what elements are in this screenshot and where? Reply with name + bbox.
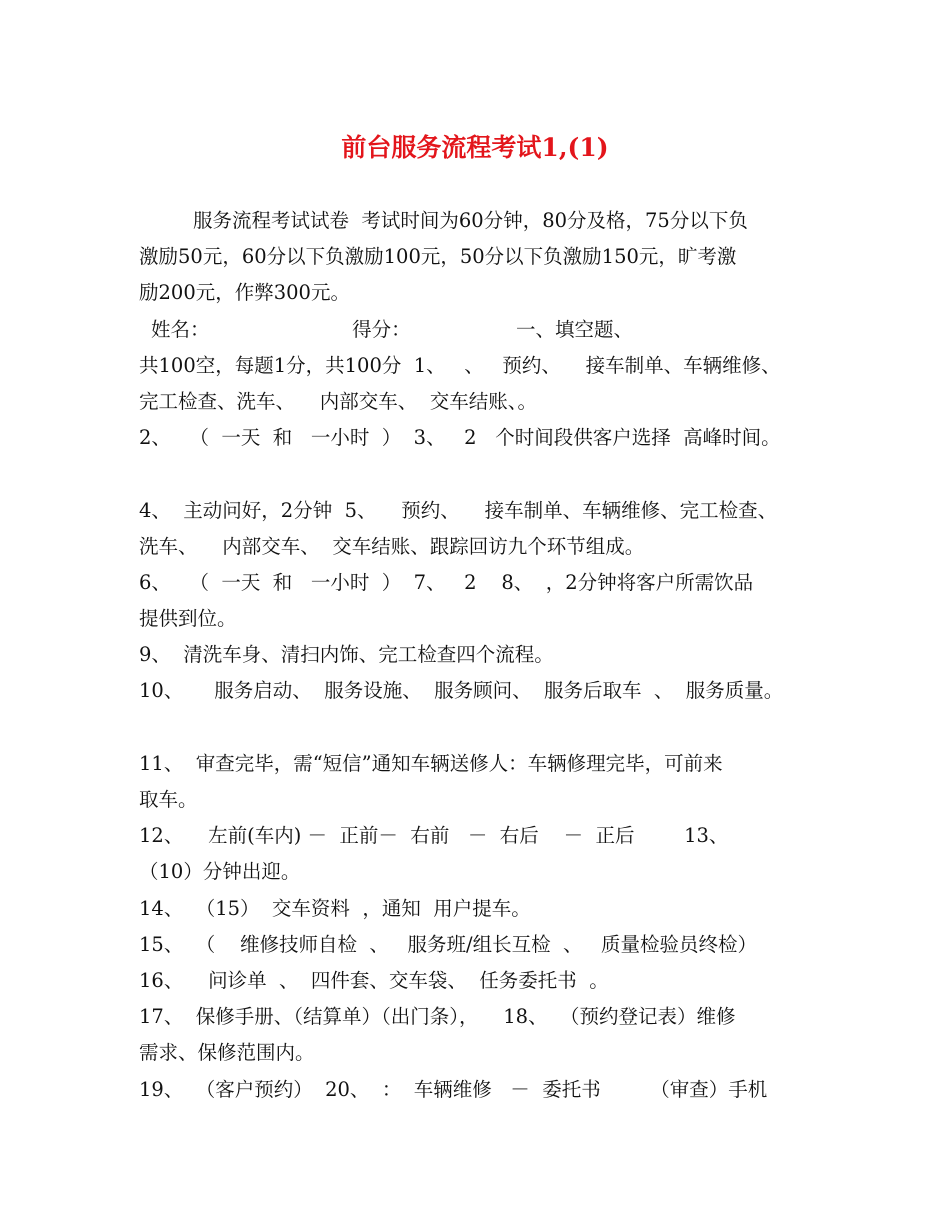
text-line: 10、 服务启动、 服务设施、 服务顾问、 服务后取车 、 服务质量。 [139,679,784,703]
text-line: 12、 左前(车内) － 正前－ 右前 － 右后 － 正后 13、 [139,824,729,848]
text-line: 取车。 [139,788,198,811]
text-line: 共100空，每题1分，共100分 1、 、 预约、 接车制单、车辆维修、 [139,353,781,377]
text-line: 洗车、 内部交车、 交车结账、跟踪回访九个环节组成。 [139,534,645,558]
document-body [139,203,829,1108]
text-line: 9、 清洗车身、清扫内饰、完工检查四个流程。 [139,643,554,667]
text-line: 14、 （15） 交车资料 ，通知 用户提车。 [139,896,531,920]
text-line: 完工检查、洗车、 内部交车、 交车结账、。 [139,389,537,413]
text-line: 11、 审查完毕，需“短信”通知车辆送修人：车辆修理完毕，可前来 [139,751,723,775]
text-line: 6、 （ 一天 和 一小时 ） 7、 2 8、 ，2分钟将客户所需饮品 [139,570,754,594]
text-line: 励200元，作弊300元。 [139,281,350,305]
text-line: 16、 问诊单 、 四件套、交车袋、 任务委托书 。 [139,968,609,992]
text-line: （10）分钟出迎。 [139,860,301,884]
text-line: 19、 （客户预约） 20、 ： 车辆维修 － 委托书 （审查）手机 [139,1077,768,1101]
document-title: 前台服务流程考试1,(1) [341,133,609,162]
text-line: 4、 主动问好，2分钟 5、 预约、 接车制单、车辆维修、完工检查、 [139,498,778,522]
text-line: 15、 （ 维修技师自检 、 服务班/组长互检 、 质量检验员终检） [139,932,758,956]
text-line: 激励50元，60分以下负激励100元，50分以下负激励150元，旷考激 [139,245,737,269]
text-line: 服务流程考试试卷 考试时间为60分钟，80分及格，75分以下负 [193,209,748,232]
blank-line [139,456,829,492]
text-line: 提供到位。 [139,607,237,631]
blank-line [139,710,829,746]
text-line: 需求、保修范围内。 [139,1041,315,1065]
text-line: 17、 保修手册、（结算单）（出门条）， 18、 （预约登记表）维修 [139,1005,736,1029]
text-line: 2、 （ 一天 和 一小时 ） 3、 2 个时间段供客户选择 高峰时间。 [139,426,781,450]
text-line: 姓名： 得分： 一、填空题、 [151,317,633,341]
